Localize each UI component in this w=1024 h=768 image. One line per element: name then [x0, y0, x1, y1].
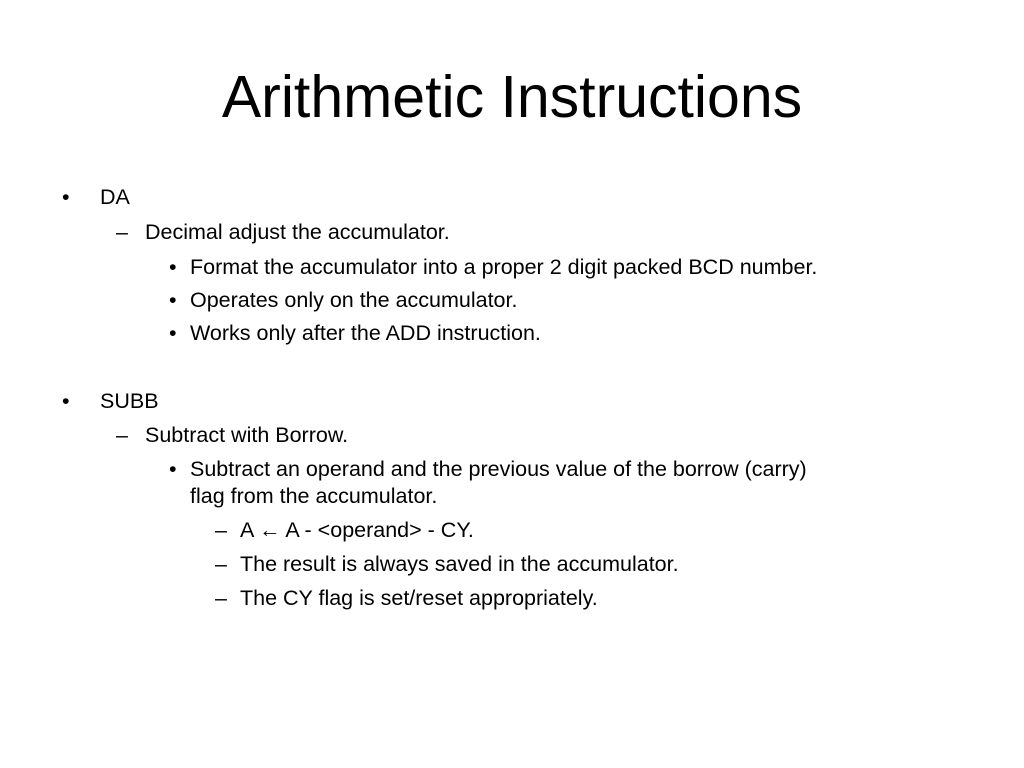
- bullet-marker: •: [169, 288, 177, 312]
- bullet-marker: •: [169, 457, 177, 481]
- point-da-1: Format the accumulator into a proper 2 digit packed BCD number.: [190, 255, 818, 279]
- point-da-2: Operates only on the accumulator.: [190, 288, 518, 312]
- dash-marker: –: [215, 586, 227, 610]
- slide-title: Arithmetic Instructions: [221, 64, 803, 130]
- subheading-da: Decimal adjust the accumulator.: [145, 220, 450, 244]
- point-subb-1-line-1: Subtract an operand and the previous value of the borrow (carry): [190, 457, 807, 481]
- bullet-marker: •: [62, 185, 70, 209]
- bullet-marker: •: [169, 255, 177, 279]
- section-heading-subb: SUBB: [100, 389, 159, 413]
- dash-marker: –: [215, 518, 227, 542]
- detail-subb-1: A ← A - <operand> - CY.: [240, 518, 474, 542]
- subheading-subb: Subtract with Borrow.: [145, 423, 349, 447]
- point-subb-1-line-2: flag from the accumulator.: [190, 484, 438, 508]
- section-heading-da: DA: [100, 185, 130, 209]
- detail-subb-3: The CY flag is set/reset appropriately.: [240, 586, 598, 610]
- dash-marker: –: [116, 220, 128, 244]
- dash-marker: –: [116, 423, 128, 447]
- point-da-3: Works only after the ADD instruction.: [190, 321, 541, 345]
- bullet-marker: •: [62, 389, 70, 413]
- dash-marker: –: [215, 552, 227, 576]
- detail-subb-2: The result is always saved in the accumulator.: [240, 552, 679, 576]
- bullet-marker: •: [169, 321, 177, 345]
